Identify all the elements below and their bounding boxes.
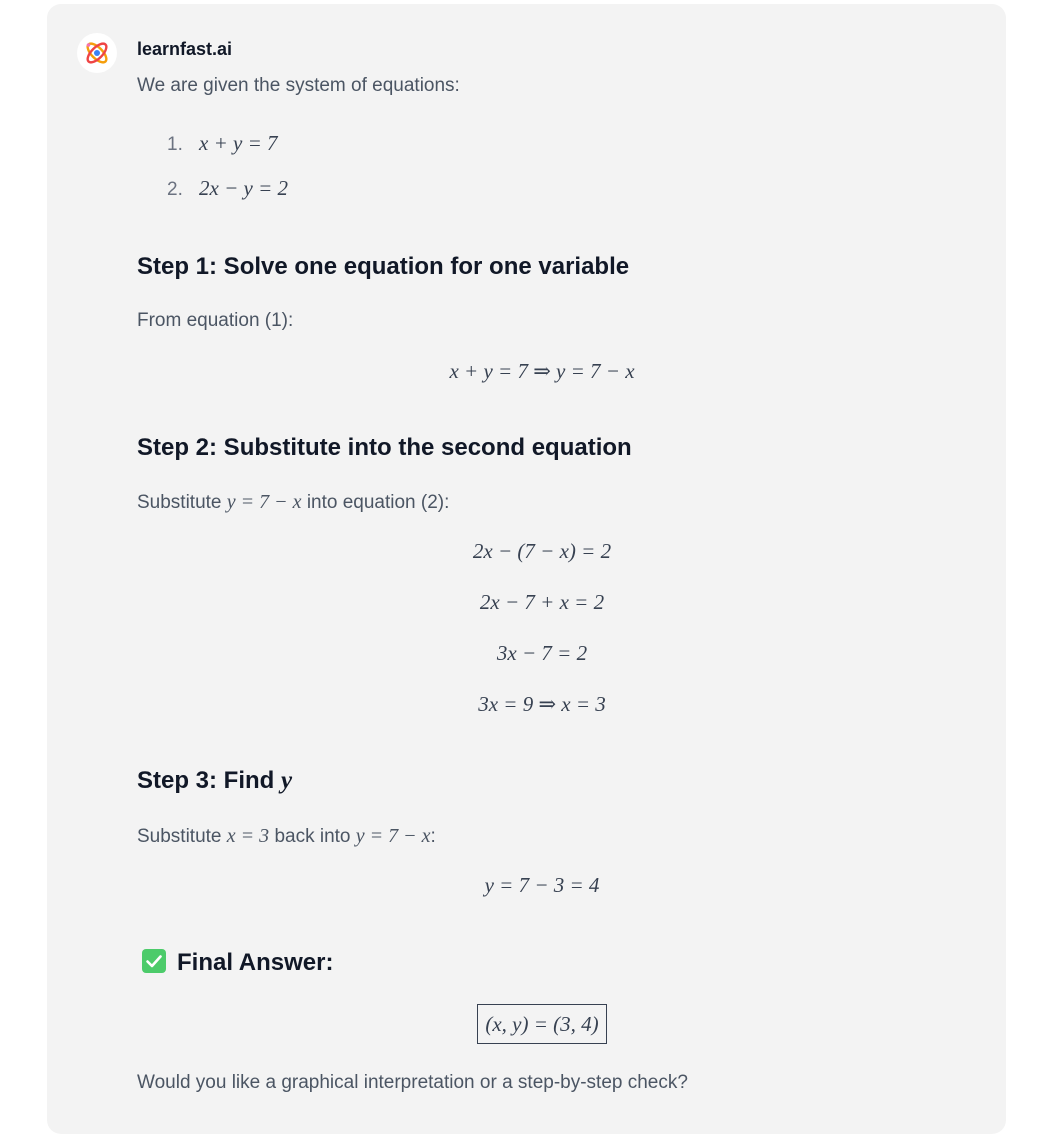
- list-number: 2.: [167, 179, 183, 200]
- step2-heading: Step 2: Substitute into the second equation: [137, 434, 632, 461]
- step2-line-1: 2x − (7 − x) = 2: [472, 539, 612, 563]
- intro-text: We are given the system of equations:: [137, 75, 460, 96]
- step3-inline-math-1: x = 3: [226, 825, 270, 847]
- step3-text-middle: back into: [274, 826, 351, 847]
- brand-name: learnfast.ai: [137, 39, 233, 59]
- step3-text-suffix: :: [430, 826, 436, 847]
- list-number: 1.: [167, 134, 183, 155]
- final-answer-heading: [142, 949, 333, 977]
- step2-text-suffix: into equation (2):: [306, 492, 450, 513]
- step3-text-prefix: Substitute: [137, 826, 222, 847]
- step1-heading: Step 1: Solve one equation for one variable: [137, 253, 630, 280]
- step2-line-4: 3x = 9 ⇒ x = 3: [478, 692, 606, 716]
- final-answer-boxed: (x, y) = (3, 4): [477, 1004, 606, 1044]
- step3-text: [137, 822, 436, 851]
- step3-display-math: y = 7 − 3 = 4: [484, 873, 600, 897]
- step3-heading-text: Step 3: Find: [137, 767, 275, 794]
- final-answer-title: Final Answer:: [177, 949, 334, 976]
- equation-2: 2x − y = 2: [199, 176, 288, 200]
- step3-heading-var: y: [281, 767, 293, 794]
- list-item: [167, 131, 277, 156]
- atom-logo-icon: [82, 38, 112, 68]
- list-item: [167, 176, 288, 201]
- assistant-avatar: [77, 33, 117, 73]
- closing-question: Would you like a graphical interpretation or a step-by-step check?: [137, 1072, 688, 1093]
- step2-text: [137, 488, 449, 517]
- step2-line-2: 2x − 7 + x = 2: [479, 590, 605, 614]
- step2-text-prefix: Substitute: [137, 492, 222, 513]
- step3-inline-math-2: y = 7 − x: [355, 825, 431, 847]
- check-box-icon: [142, 949, 166, 973]
- step1-text: From equation (1):: [137, 310, 294, 331]
- final-answer-box-wrap: [137, 1004, 947, 1044]
- step3-heading: [137, 767, 292, 795]
- step2-inline-math: y = 7 − x: [226, 491, 302, 513]
- equation-1: x + y = 7: [199, 131, 278, 155]
- step1-display-math: x + y = 7 ⇒ y = 7 − x: [449, 359, 635, 383]
- step2-line-3: 3x − 7 = 2: [496, 641, 588, 665]
